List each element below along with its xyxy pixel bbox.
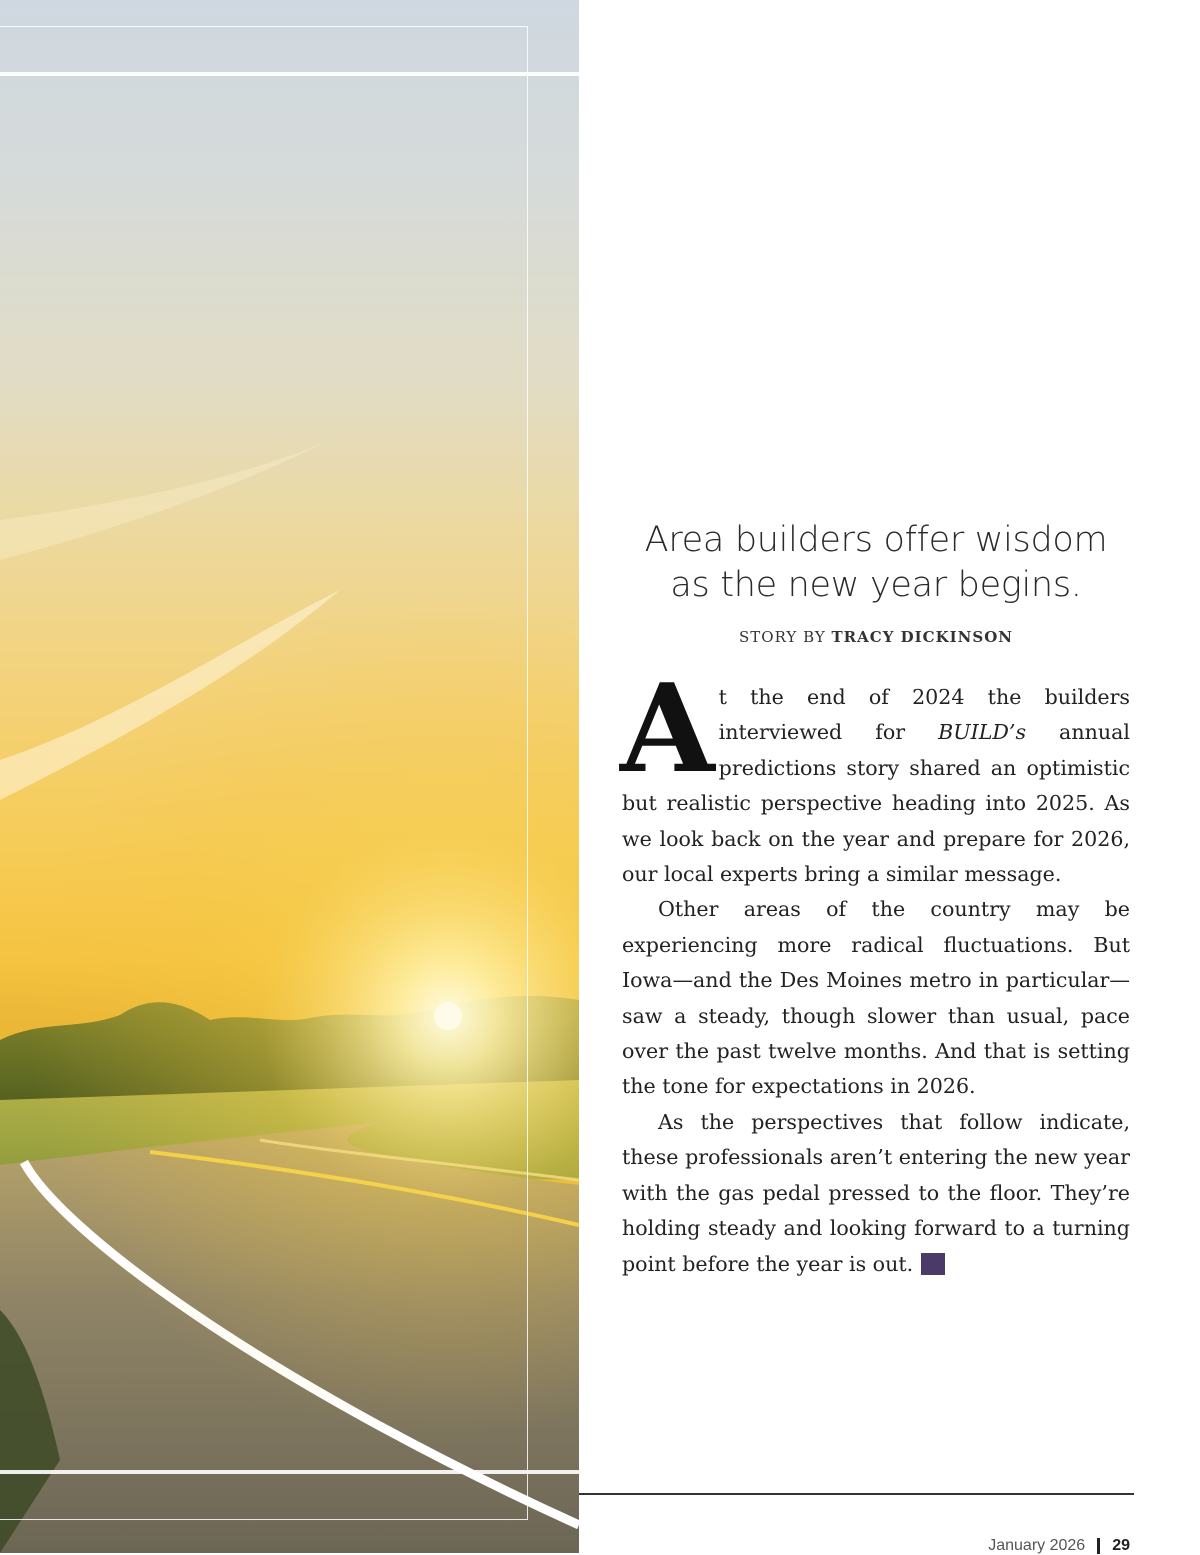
photo-rule-bottom: [0, 1470, 579, 1474]
footer-separator: [1097, 1538, 1100, 1554]
byline-prefix: STORY BY: [738, 628, 826, 646]
photo-frame-line: [0, 26, 528, 1520]
headline-line-1: Area builders offer wisdom: [644, 520, 1108, 560]
paragraph-1-rest: annual predictions story shared an optimistic but realistic perspective heading into 2025. As we look back on the year and prepare for 2026, our local experts bring a similar message.: [622, 720, 1130, 887]
paragraph-1-start: t the end of 2024 the builders interviewed for: [718, 685, 1130, 745]
paragraph-3: [622, 1105, 1130, 1282]
end-mark-icon: B: [921, 1253, 945, 1275]
paragraph-3-text: As the perspectives that follow indicate, these professionals aren’t entering the new year with the gas pedal pressed to the floor. They’re holding steady and looking forward to a turning point before the year is out.: [622, 1109, 1130, 1276]
headline-line-2: as the new year begins.: [670, 565, 1082, 605]
headline: [622, 518, 1130, 608]
article-body: [620, 656, 1130, 1282]
byline: [622, 628, 1130, 646]
footer-rule: [579, 1493, 1134, 1495]
paragraph-1: [620, 656, 1130, 892]
page-number: 29: [1112, 1537, 1130, 1554]
paragraph-2: Other areas of the country may be experiencing more radical fluctuations. But Iowa—and the Des Moines metro in particular—saw a steady, though slower than usual, pace over the past twelve months. And that is setting the tone for expectations in 2026.: [622, 897, 1130, 1099]
hero-photo: [0, 0, 579, 1553]
magazine-title: BUILD’s: [938, 720, 1027, 745]
drop-cap: A: [620, 656, 715, 800]
photo-rule-top: [0, 72, 579, 76]
byline-author: TRACY DICKINSON: [831, 628, 1013, 646]
page-footer: [988, 1537, 1130, 1555]
issue-date: January 2026: [988, 1537, 1086, 1554]
